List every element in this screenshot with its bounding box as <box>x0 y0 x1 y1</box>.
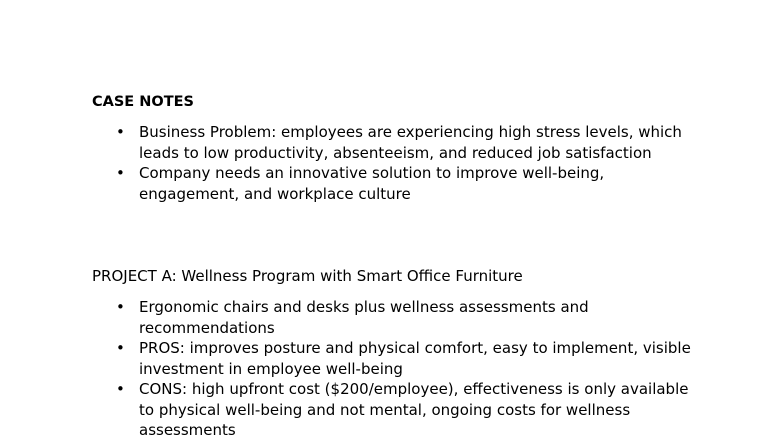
list-item <box>92 379 692 441</box>
case-notes-list <box>92 122 692 204</box>
list-item <box>92 122 692 163</box>
bullet-icon: • <box>116 298 125 316</box>
project-a-heading: PROJECT A: Wellness Program with Smart Office Furniture <box>92 267 523 285</box>
list-item <box>92 338 692 379</box>
project-a-list <box>92 297 692 441</box>
bullet-icon: • <box>116 123 125 141</box>
list-item-text: CONS: high upfront cost ($200/employee), effectiveness is only available to physical well-being and not mental, ongoing costs for wellness assessments <box>139 380 689 439</box>
case-notes-heading: CASE NOTES <box>92 94 194 110</box>
list-item <box>92 163 692 204</box>
list-item-text: Business Problem: employees are experiencing high stress levels, which leads to low productivity, absenteeism, and reduced job satisfaction <box>139 123 682 162</box>
list-item-text: PROS: improves posture and physical comfort, easy to implement, visible investment in employee well-being <box>139 339 691 378</box>
list-item <box>92 297 692 338</box>
list-item-text: Company needs an innovative solution to improve well-being, engagement, and workplace culture <box>139 164 605 203</box>
bullet-icon: • <box>116 339 125 357</box>
bullet-icon: • <box>116 164 125 182</box>
list-item-text: Ergonomic chairs and desks plus wellness assessments and recommendations <box>139 298 589 337</box>
bullet-icon: • <box>116 380 125 398</box>
